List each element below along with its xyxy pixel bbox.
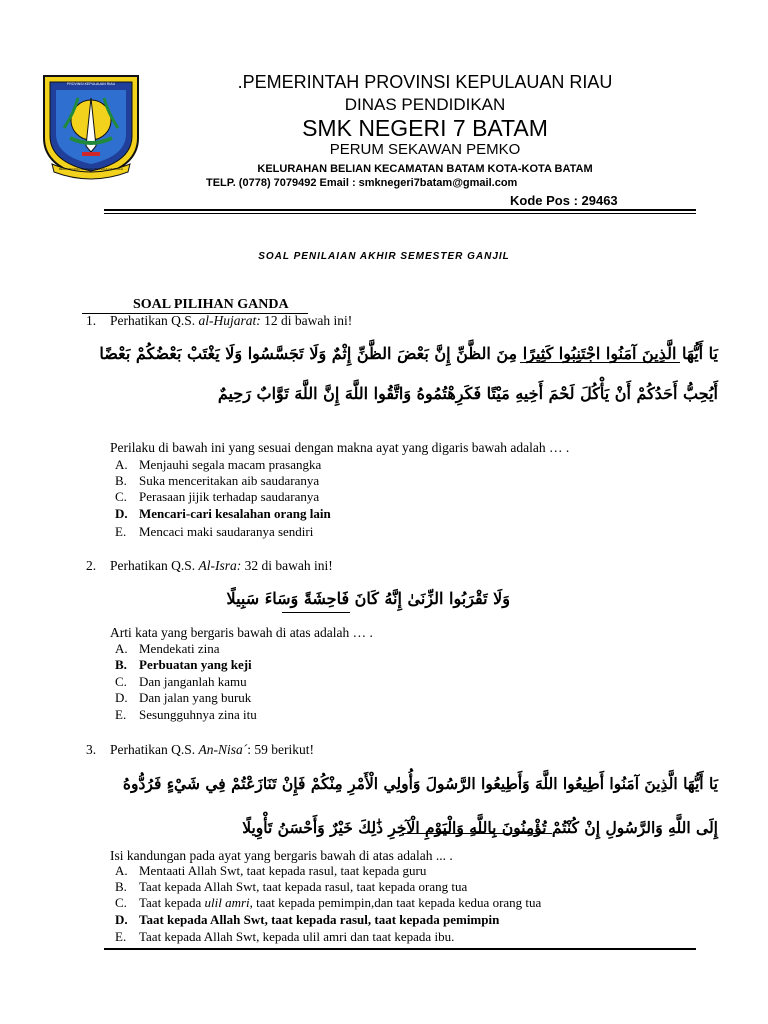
option-c[interactable] <box>115 895 541 912</box>
question-2-prompt <box>86 558 333 574</box>
option-a[interactable] <box>115 863 426 880</box>
question-number: 3. <box>86 742 97 757</box>
option-e[interactable] <box>115 707 257 724</box>
option-d[interactable] <box>115 506 331 523</box>
arabic-line: يَا أَيُّهَا الَّذِينَ آمَنُوا أَطِيعُوا اللَّهَ وَأَطِيعُوا الرَّسُولَ وَأُولِي الْأَمْرِ مِنْكُمْ فَإِنْ تَنَازَعْتُمْ فِي شَيْءٍ فَرُدُّوهُ <box>122 774 718 793</box>
header-department: DINAS PENDIDIKAN <box>344 95 506 114</box>
option-a[interactable] <box>115 641 220 658</box>
header-location: PERUM SEKAWAN PEMKO <box>329 141 521 158</box>
option-text: Taat kepada Allah Swt, taat kepada rasul, taat kepada orang tua <box>139 879 468 894</box>
option-b[interactable] <box>115 473 319 490</box>
arabic-line: وَلَا تَقْرَبُوا الزِّنَىٰ إِنَّهُ كَانَ فَاحِشَةً وَسَاءَ سَبِيلًا <box>226 589 510 608</box>
option-text: Mendekati zina <box>139 641 220 656</box>
prompt-text: Perhatikan Q.S. <box>110 742 199 757</box>
option-text: Dan janganlah kamu <box>139 674 247 689</box>
option-letter: A. <box>115 863 128 878</box>
exam-title: SOAL PENILAIAN AKHIR SEMESTER GANJIL <box>258 251 510 262</box>
question-2-arabic-verse <box>200 582 510 616</box>
option-letter: D. <box>115 690 128 705</box>
option-e[interactable] <box>115 929 454 946</box>
header-contact: TELP. (0778) 7079492 Email : smknegeri7batam@gmail.com <box>206 177 518 189</box>
question-3-prompt <box>86 742 314 758</box>
surah-reference: An-Nisa´ <box>198 742 248 757</box>
option-text: Mencaci maki saudaranya sendiri <box>139 524 314 539</box>
question-2-stem: Arti kata yang bergaris bawah di atas adalah … . <box>110 625 373 640</box>
option-letter: E. <box>115 707 127 722</box>
arabic-line: أَيُحِبُّ أَحَدُكُمْ أَنْ يَأْكُلَ لَحْمَ أَخِيهِ مَيْتًا فَكَرِهْتُمُوهُ وَاتَّقُوا اللَّهَ إِنَّ اللَّهَ تَوَّابٌ رَحِيمٌ <box>217 384 718 403</box>
surah-reference: al-Hujarat: <box>198 313 261 328</box>
option-text: , taat kepada pemimpin,dan taat kepada kedua orang tua <box>249 895 542 910</box>
option-a[interactable] <box>115 457 321 474</box>
option-letter: B. <box>115 879 127 894</box>
question-number: 1. <box>86 313 97 328</box>
header-school-name: SMK NEGERI 7 BATAM <box>302 115 548 141</box>
provincial-emblem-logo <box>34 68 148 182</box>
option-text: Menjauhi segala macam prasangka <box>139 457 322 472</box>
option-c[interactable] <box>115 489 319 506</box>
option-d[interactable] <box>115 912 499 929</box>
option-b[interactable] <box>115 657 252 674</box>
question-3-arabic-verse <box>108 762 718 850</box>
question-number: 2. <box>86 558 97 573</box>
surah-reference: Al-Isra: <box>198 558 242 573</box>
section-title: SOAL PILIHAN GANDA <box>133 297 289 312</box>
header-address: KELURAHAN BELIAN KECAMATAN BATAM KOTA-KOTA BATAM <box>257 163 593 175</box>
option-letter: A. <box>115 457 128 472</box>
question-1-prompt <box>86 313 352 329</box>
option-text: Perasaan jijik terhadap saudaranya <box>139 489 320 504</box>
option-text: Taat kepada Allah Swt, kepada ulil amri dan taat kepada ibu. <box>139 929 455 944</box>
header-divider-thin <box>104 213 696 214</box>
logo-text-bottom: BERPANCANG AMANAH BERSAUH MARWAH <box>59 167 123 171</box>
arabic-line: إِلَى اللَّهِ وَالرَّسُولِ إِنْ كُنْتُمْ تُؤْمِنُونَ بِاللَّهِ وَالْيَوْمِ الْآخِرِ ذَٰلِكَ خَيْرٌ وَأَحْسَنُ تَأْوِيلًا <box>242 818 718 837</box>
option-letter: C. <box>115 489 127 504</box>
prompt-text: Perhatikan Q.S. <box>110 313 199 328</box>
option-letter: D. <box>115 506 128 521</box>
prompt-text: : 59 berikut! <box>247 742 314 757</box>
option-text: Perbuatan yang keji <box>139 657 252 672</box>
question-3-stem: Isi kandungan pada ayat yang bergaris bawah di atas adalah ... . <box>110 848 453 863</box>
option-letter: B. <box>115 657 127 672</box>
verse-underline <box>402 833 552 834</box>
option-text-emphasis: ulil amri <box>204 895 250 910</box>
option-letter: C. <box>115 895 127 910</box>
question-1-arabic-verse <box>99 334 718 414</box>
header-government: .PEMERINTAH PROVINSI KEPULAUAN RIAU <box>237 72 613 92</box>
option-text: Taat kepada Allah Swt, taat kepada rasul, taat kepada pemimpin <box>139 912 500 927</box>
option-c[interactable] <box>115 674 247 691</box>
option-letter: E. <box>115 524 127 539</box>
option-e[interactable] <box>115 524 313 541</box>
verse-underline <box>520 362 680 363</box>
option-text: Taat kepada <box>139 895 205 910</box>
prompt-text: 32 di bawah ini! <box>241 558 333 573</box>
prompt-text: Perhatikan Q.S. <box>110 558 199 573</box>
option-letter: E. <box>115 929 127 944</box>
option-b[interactable] <box>115 879 467 896</box>
option-text: Suka menceritakan aib saudaranya <box>139 473 320 488</box>
header-divider <box>104 209 696 211</box>
question-1-stem: Perilaku di bawah ini yang sesuai dengan makna ayat yang digaris bawah adalah … . <box>110 440 570 455</box>
option-letter: A. <box>115 641 128 656</box>
option-text: Mentaati Allah Swt, taat kepada rasul, taat kepada guru <box>139 863 427 878</box>
option-text: Sesungguhnya zina itu <box>139 707 257 722</box>
option-d[interactable] <box>115 690 251 707</box>
arabic-line: يَا أَيُّهَا الَّذِينَ آمَنُوا اجْتَنِبُوا كَثِيرًا مِنَ الظَّنِّ إِنَّ بَعْضَ الظَّنِّ إِثْمٌ وَلَا تَجَسَّسُوا وَلَا يَغْتَبْ بَعْضُكُمْ بَعْضًا <box>99 344 718 363</box>
page-bottom-rule <box>104 948 696 950</box>
option-text: Mencari-cari kesalahan orang lain <box>139 506 331 521</box>
logo-text-top: PROVINSI KEPULAUAN RIAU <box>66 82 116 86</box>
option-letter: B. <box>115 473 127 488</box>
prompt-text: 12 di bawah ini! <box>260 313 353 328</box>
verse-underline <box>282 612 350 613</box>
header-postal-code: Kode Pos : 29463 <box>510 193 618 208</box>
option-letter: D. <box>115 912 128 927</box>
option-letter: C. <box>115 674 127 689</box>
option-text: Dan jalan yang buruk <box>139 690 252 705</box>
